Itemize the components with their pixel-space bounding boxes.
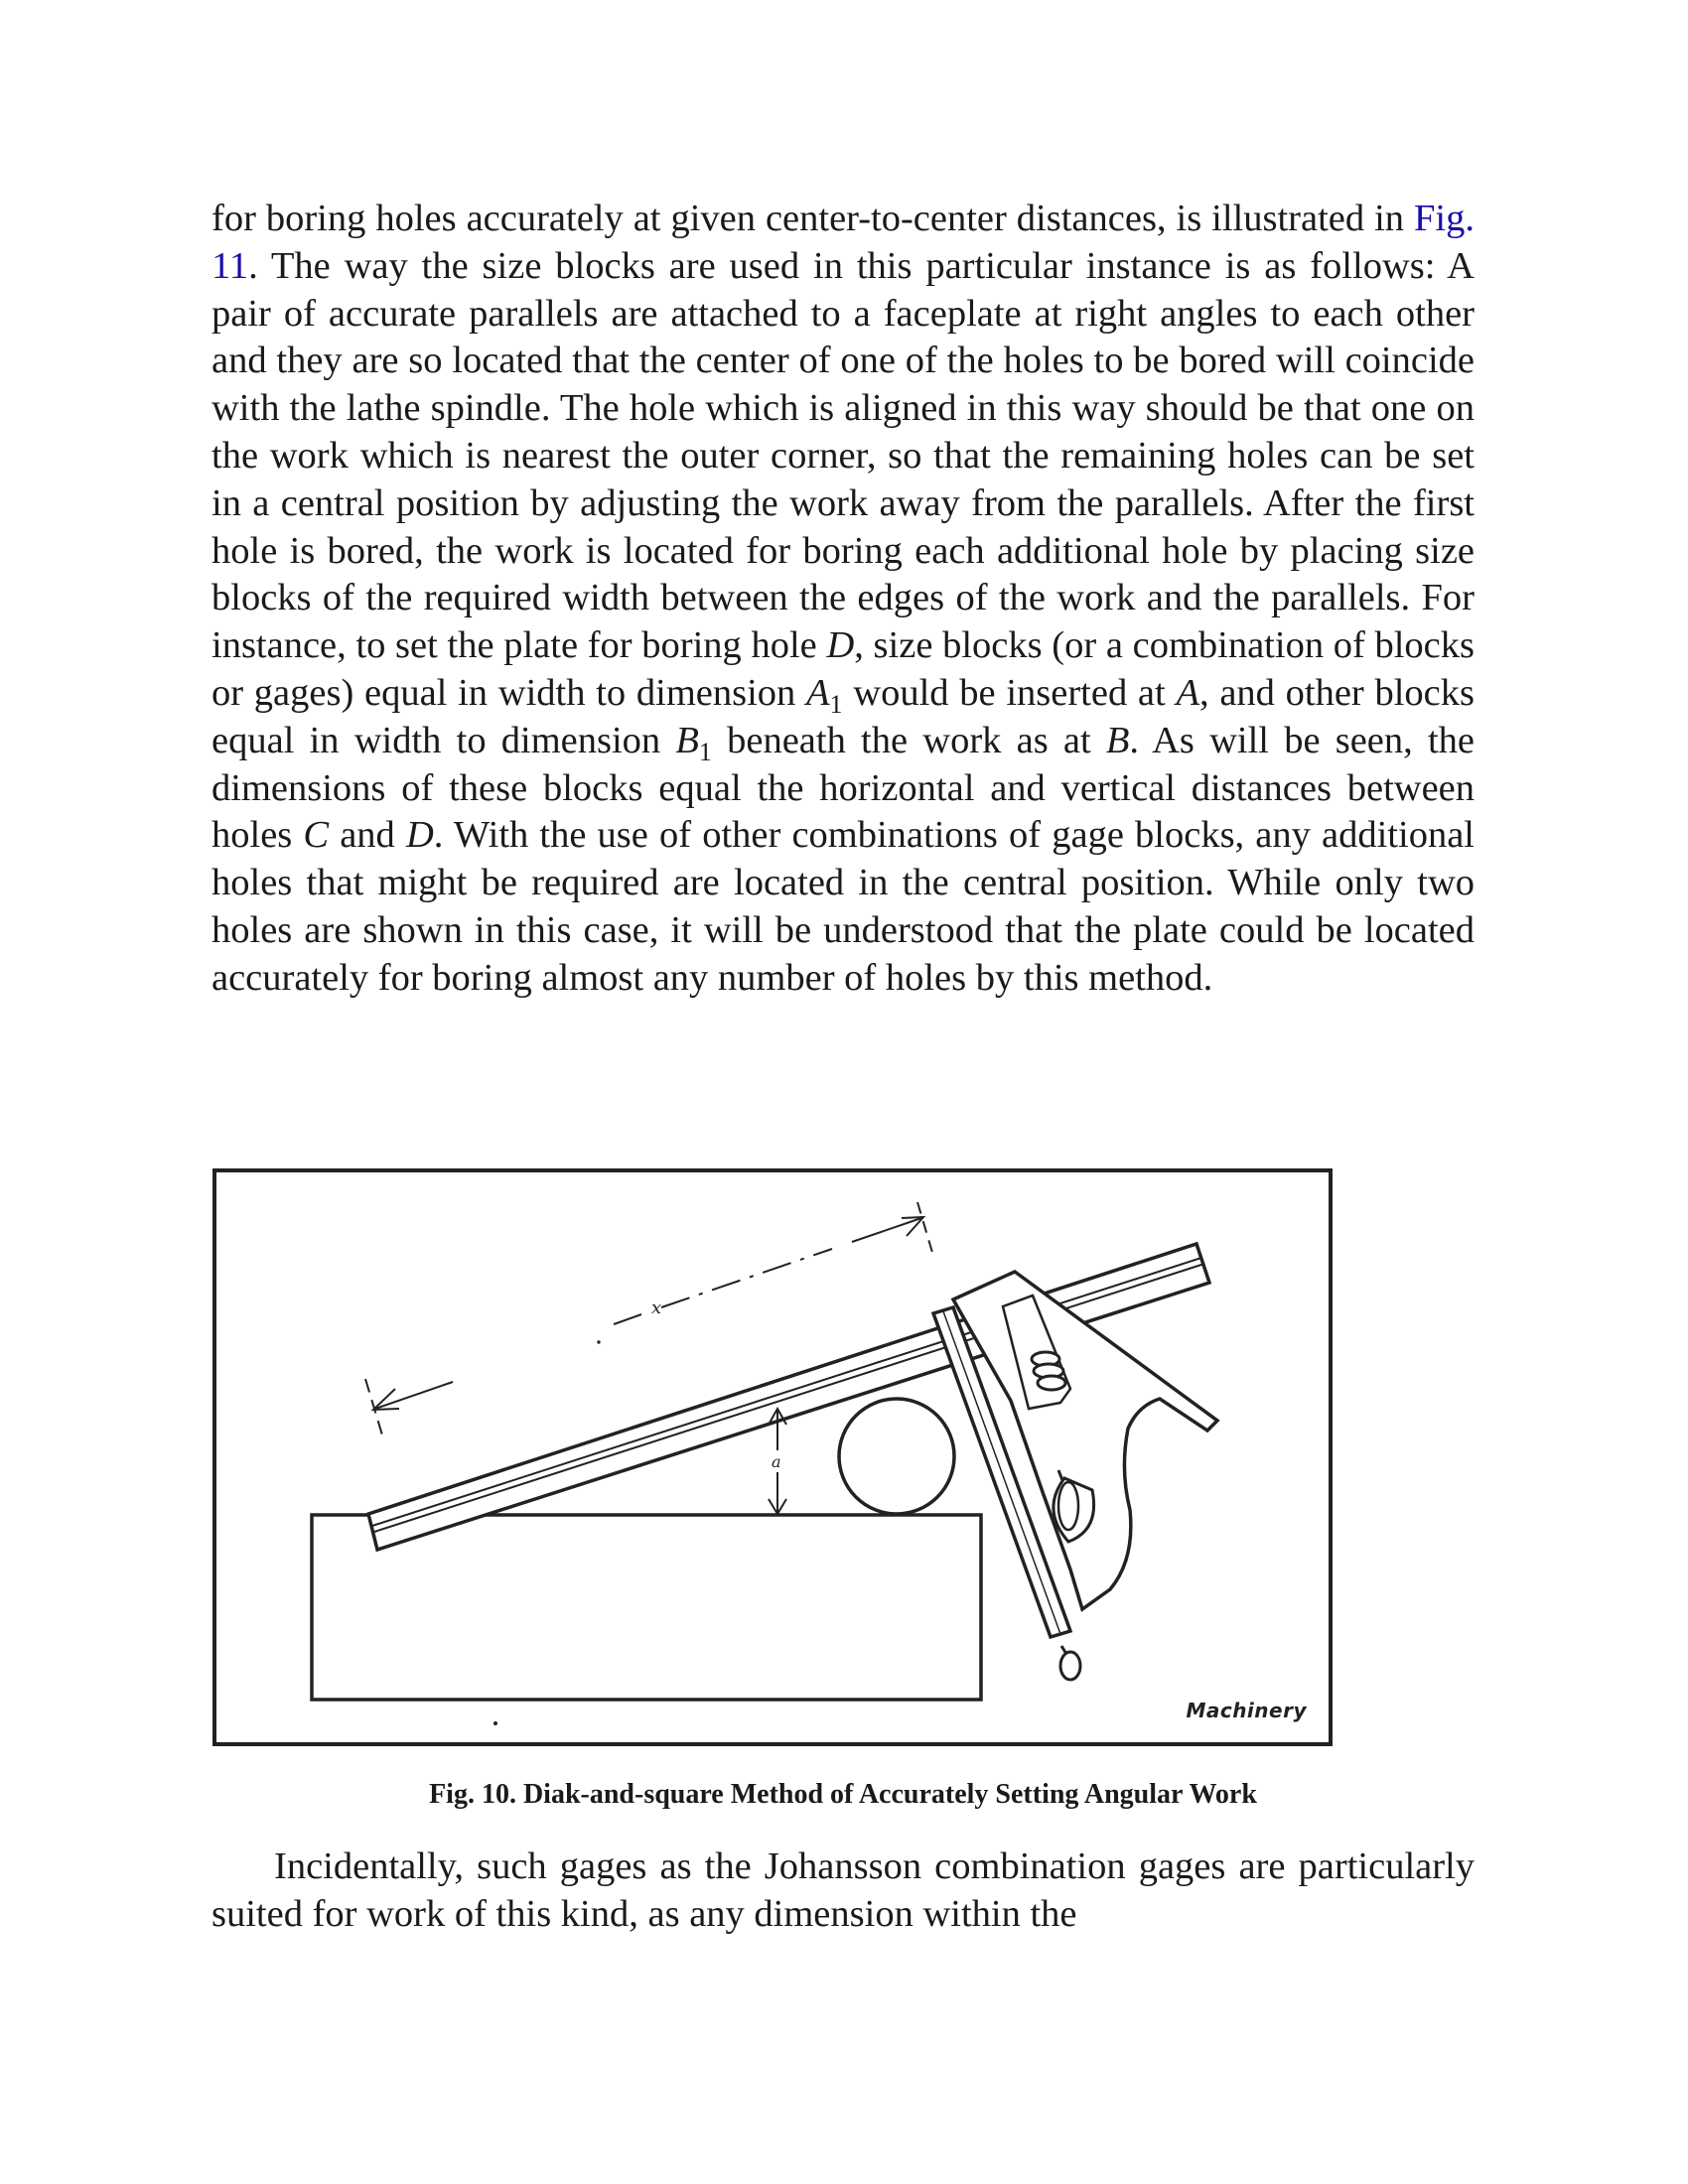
label-x: x xyxy=(651,1297,662,1318)
var-D: D xyxy=(405,814,434,857)
text-segment: for boring holes accurately at given center-to-center distances, is illustrated in xyxy=(211,198,1415,239)
text-segment: . As will be seen, the dimensions of these blocks equal the horizontal and vertical distances between holes xyxy=(211,719,1476,857)
text-segment: , and other blocks equal in width to dimension xyxy=(211,671,1475,761)
arrowhead xyxy=(373,1389,399,1410)
var-A1: A xyxy=(806,671,830,714)
scriber-knob xyxy=(1060,1646,1080,1680)
dimension-x-line xyxy=(614,1314,641,1324)
text-segment: beneath the work as at xyxy=(711,719,1106,761)
sine-bar-square-diagram xyxy=(216,1172,1329,1742)
var-C: C xyxy=(303,814,330,857)
figure-caption: Fig. 10. Diak-and-square Method of Accurately Setting Angular Work xyxy=(429,1779,1257,1810)
base-block xyxy=(312,1515,981,1700)
dimension-x-line xyxy=(375,1382,453,1409)
subscript-1: 1 xyxy=(698,737,712,766)
body-paragraph: Incidentally, such gages as the Johansson combination gages are particularly suited for work of this kind, as any dimension within the xyxy=(211,1845,1475,1935)
subscript-1: 1 xyxy=(829,689,843,719)
fig-11-link[interactable]: Fig. 11 xyxy=(211,198,1475,287)
extension-line xyxy=(917,1202,933,1256)
arrowhead xyxy=(902,1217,923,1236)
dimension-x-line xyxy=(661,1249,832,1307)
body-paragraph xyxy=(211,196,1475,1003)
text-segment: would be inserted at xyxy=(842,671,1177,714)
text-segment: and xyxy=(329,814,406,857)
knurled-screw xyxy=(1032,1352,1065,1390)
speck xyxy=(598,1341,600,1343)
speck xyxy=(494,1722,497,1725)
brand-mark: Machinery xyxy=(1186,1699,1307,1722)
var-D: D xyxy=(826,624,855,667)
var-B: B xyxy=(1105,719,1130,761)
var-B1: B xyxy=(675,719,699,761)
label-a: a xyxy=(772,1452,781,1471)
text-segment: , size blocks (or a combination of blocks or gages) equal in width to dimension xyxy=(211,624,1476,714)
disk xyxy=(839,1399,954,1514)
var-A: A xyxy=(1176,671,1199,714)
text-segment: . With the use of other combinations of gage blocks, any additional holes that might be required are located in the central position. While only two holes are shown in this case, it will be understood that the plate could be located accurately for boring almost any number of holes by this method. xyxy=(211,814,1475,999)
figure-10 xyxy=(212,1168,1333,1746)
text-segment: . The way the size blocks are used in this particular instance is as follows: A pair of accurate parallels are attached to a faceplate at right angles to each other and they are so located that the center of one of the holes to be bored will coincide with the lathe spindle. The hole which is aligned in this way should be that one on the work which is nearest the outer corner, so that the remaining holes can be set in a central position by adjusting the work away from the parallels. After the first hole is bored, the work is located for boring each additional hole by placing size blocks of the required width between the edges of the work and the parallels. For instance, to set the plate for boring hole xyxy=(211,244,1475,667)
